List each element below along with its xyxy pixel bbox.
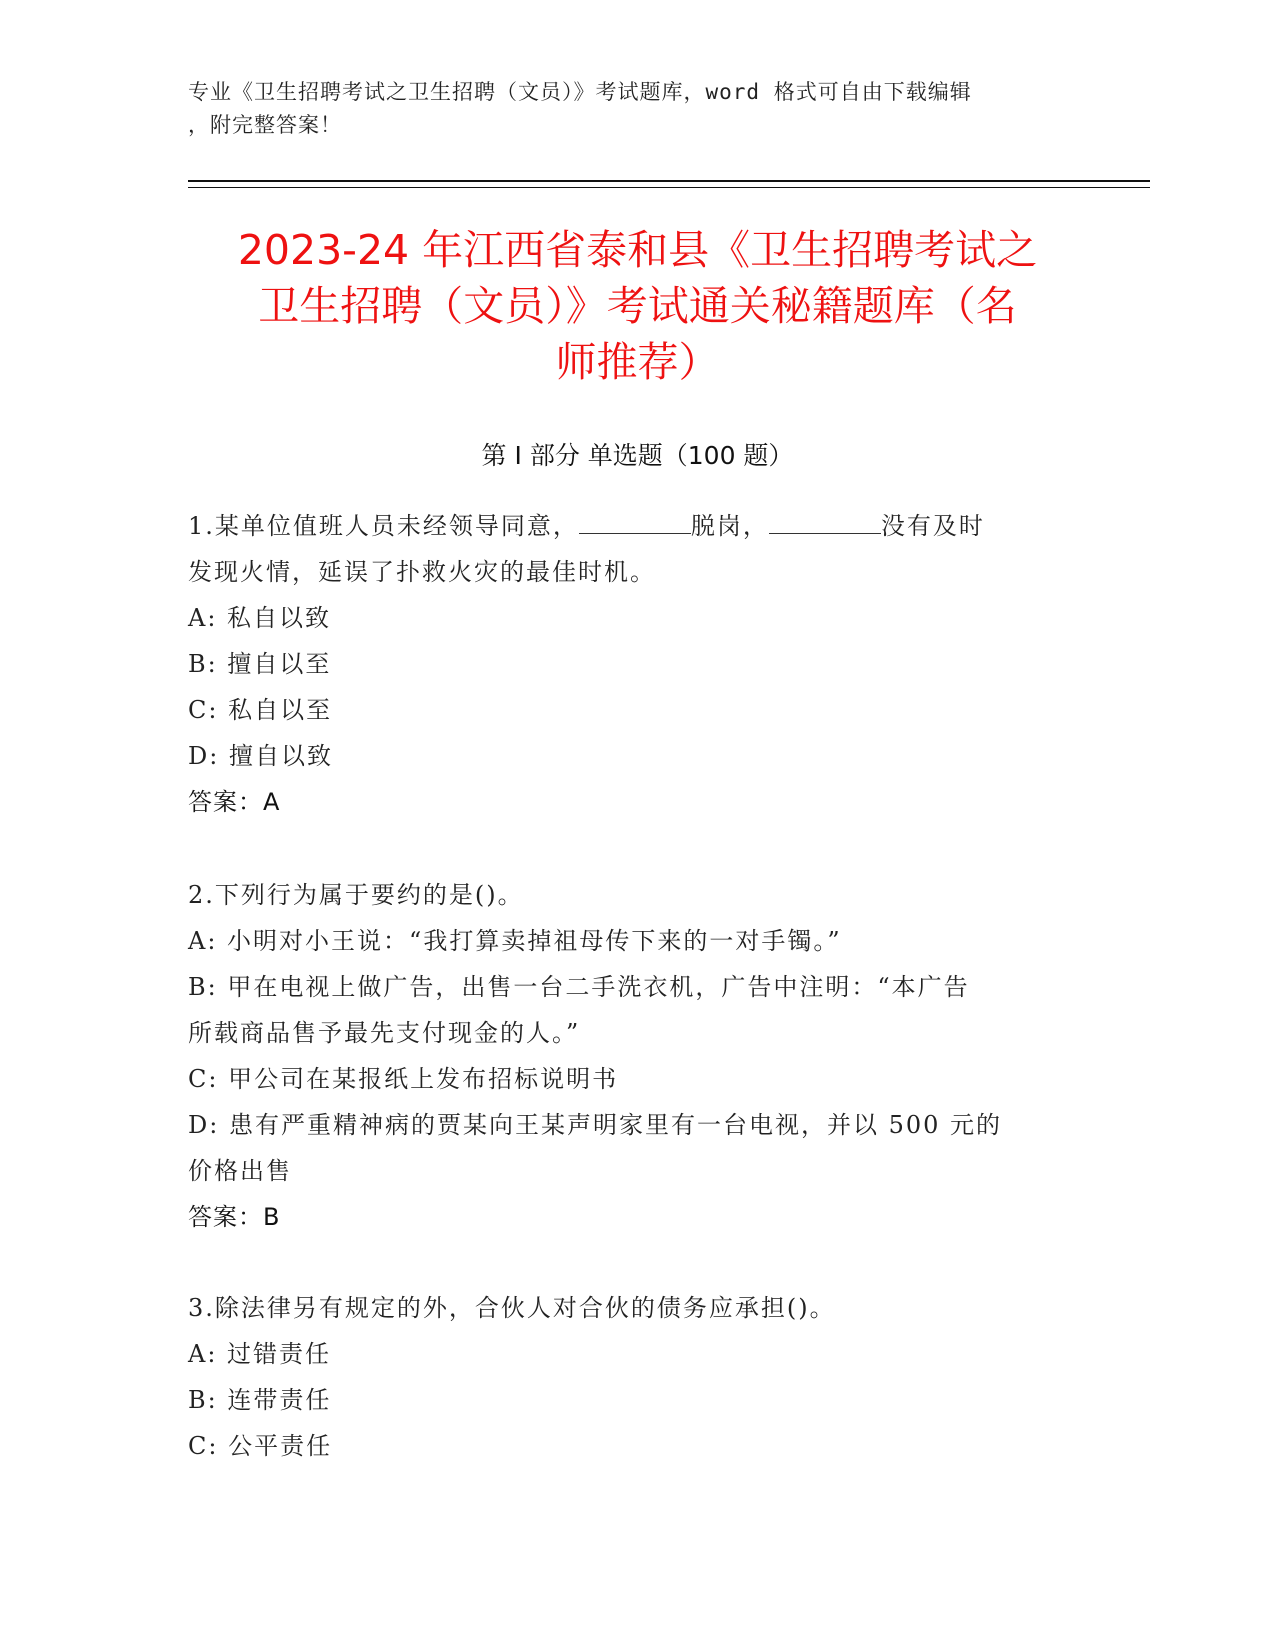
- document-title-line3: 师推荐）: [555, 338, 720, 386]
- question-1-option-b: B: 擅自以至: [188, 650, 332, 678]
- question-3-option-a: A: 过错责任: [188, 1340, 332, 1368]
- question-1-blank-1: [579, 511, 691, 534]
- header-note: [188, 76, 1088, 142]
- section-heading: 第 I 部分 单选题（100 题）: [481, 441, 794, 470]
- question-3: [188, 1285, 1078, 1469]
- question-1-option-a: A: 私自以致: [188, 604, 332, 632]
- question-1-stem-part2: 脱岗，: [690, 512, 769, 540]
- question-1-stem-part1: 1.某单位值班人员未经领导同意，: [188, 512, 579, 540]
- question-3-option-b: B: 连带责任: [188, 1386, 332, 1414]
- question-2-option-d-line2: 价格出售: [188, 1157, 292, 1185]
- question-1-stem-line2: 发现火情，延误了扑救火灾的最佳时机。: [188, 558, 656, 586]
- question-1-blank-2: [769, 511, 881, 534]
- header-note-line1: 专业《卫生招聘考试之卫生招聘（文员）》考试题库，word 格式可自由下载编辑: [188, 80, 972, 104]
- question-1-answer: 答案：A: [188, 788, 281, 816]
- question-1-stem-part3: 没有及时: [880, 512, 985, 540]
- document-title-line1: 2023-24 年江西省泰和县《卫生招聘考试之: [237, 226, 1038, 274]
- header-divider-thin: [188, 187, 1150, 188]
- question-1-option-d: D: 擅自以致: [188, 742, 333, 770]
- question-2-option-b-line2: 所载商品售予最先支付现金的人。”: [188, 1019, 581, 1047]
- question-2-option-c: C: 甲公司在某报纸上发布招标说明书: [188, 1065, 619, 1093]
- question-2-stem: 2.下列行为属于要约的是()。: [188, 881, 524, 909]
- question-1-stem: [188, 503, 1078, 549]
- header-divider-thick: [188, 180, 1150, 182]
- question-1-option-c: C: 私自以至: [188, 696, 333, 724]
- question-2-option-a: A: 小明对小王说：“我打算卖掉祖母传下来的一对手镯。”: [188, 927, 842, 955]
- question-3-stem: 3.除法律另有规定的外，合伙人对合伙的债务应承担()。: [188, 1294, 836, 1322]
- question-2: [188, 872, 1078, 1240]
- header-note-line2: ，附完整答案！: [188, 113, 342, 137]
- question-2-option-b-line1: B: 甲在电视上做广告，出售一台二手洗衣机，广告中注明：“本广告: [188, 973, 970, 1001]
- question-3-option-c: C: 公平责任: [188, 1432, 333, 1460]
- document-title-line2: 卫生招聘（文员）》考试通关秘籍题库（名: [258, 282, 1017, 330]
- question-1: [188, 503, 1078, 825]
- question-2-answer: 答案：B: [188, 1203, 281, 1231]
- document-title: [175, 222, 1100, 390]
- question-2-option-d-line1: D: 患有严重精神病的贾某向王某声明家里有一台电视，并以 500 元的: [188, 1111, 1003, 1139]
